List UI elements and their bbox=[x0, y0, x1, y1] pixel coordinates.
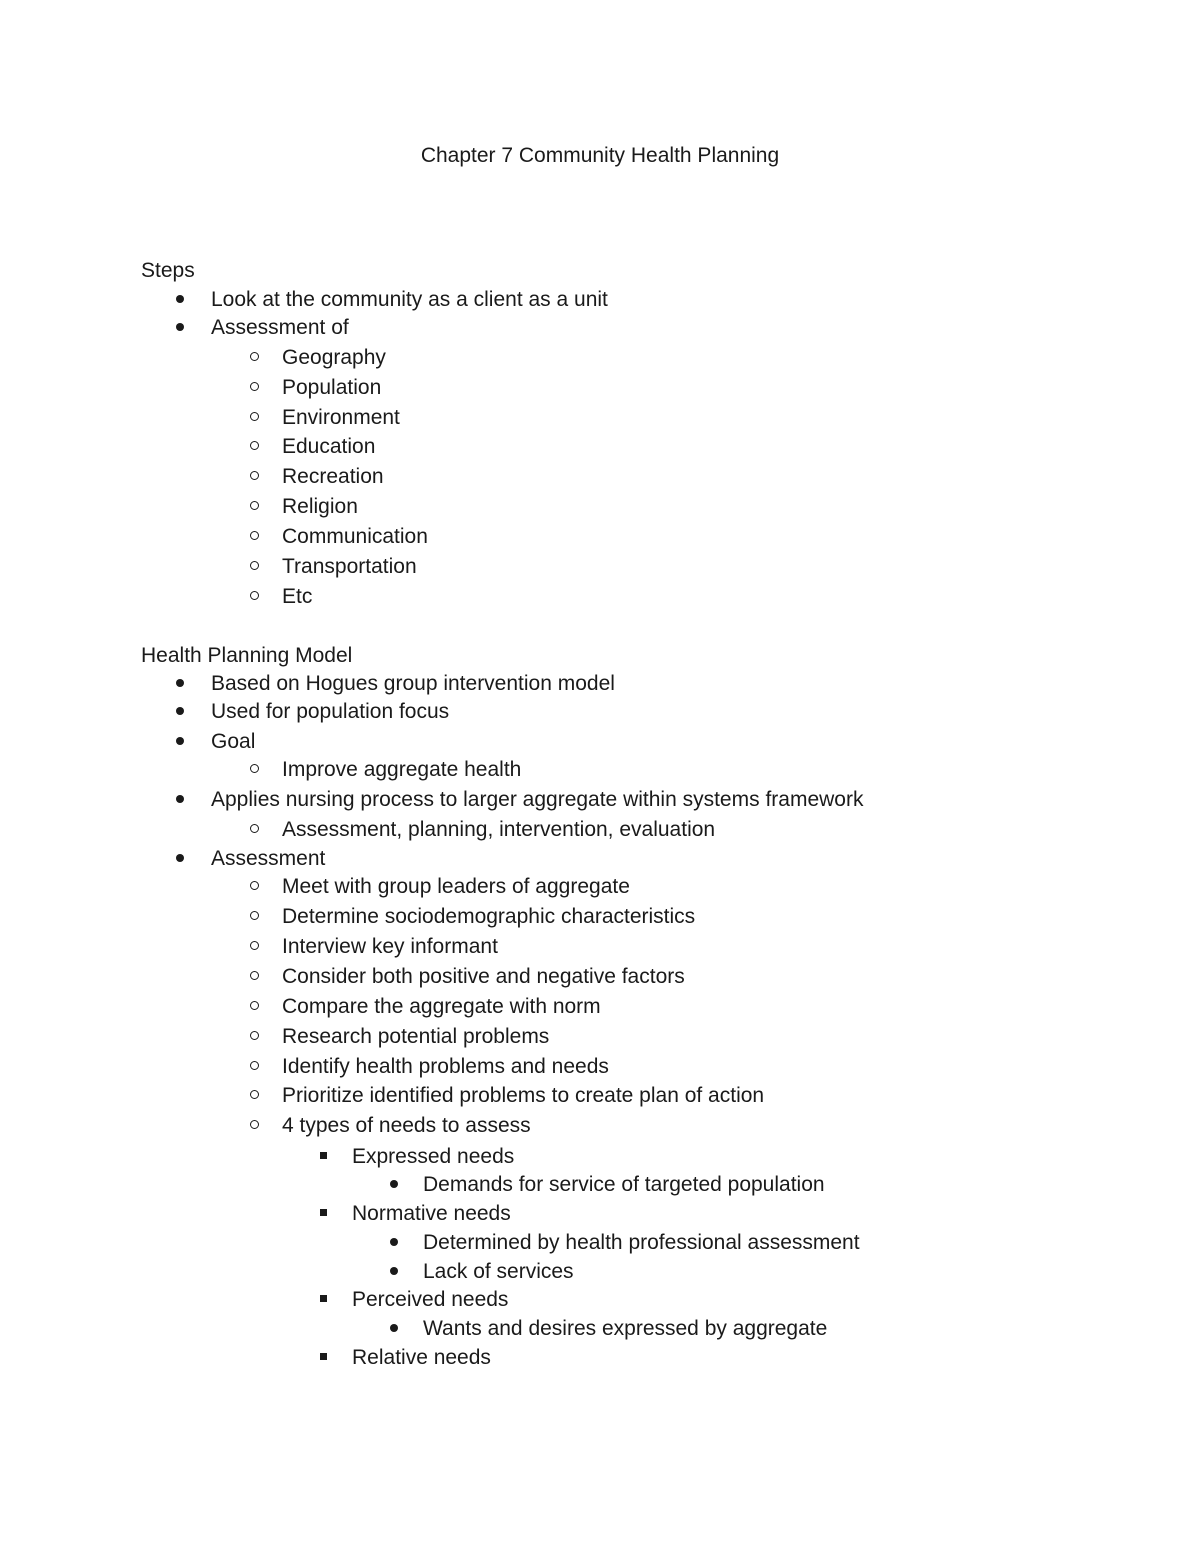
bullet-icon bbox=[390, 1324, 398, 1332]
circle-bullet-icon bbox=[250, 561, 259, 570]
circle-bullet-icon bbox=[250, 412, 259, 421]
bullet-icon bbox=[176, 795, 184, 803]
square-bullet-icon bbox=[320, 1152, 327, 1159]
bullet-icon bbox=[176, 679, 184, 687]
document-page: Chapter 7 Community Health Planning Steps Look at the community as a client as a unit Assessment of Geography Population Environment Education Recreation Religion Communication Transportation Etc Health Planning Model Based on Hogues group intervention model Used for population focus Goal Improve aggregate health Applies nursing process to larger aggregate within systems framework Assessment, planning, intervention, evaluation Assessment Meet with group leaders of aggregate Determine sociodemographic characteristics Interview key informant Consider both positive and negative factors Compare the aggregate with norm Research potential problems Identify health problems and needs Prioritize identified problems to create plan of action 4 types of needs to assess Expressed needs Demands for service of targeted population Normative needs Determined by health professional assessment Lack of services Perceived needs Wants and desires expressed by aggregate Relative needs bbox=[0, 0, 1200, 1553]
bullet-icon bbox=[176, 737, 184, 745]
circle-bullet-icon bbox=[250, 764, 259, 773]
circle-bullet-icon bbox=[250, 824, 259, 833]
circle-bullet-icon bbox=[250, 1061, 259, 1070]
circle-bullet-icon bbox=[250, 941, 259, 950]
square-bullet-icon bbox=[320, 1209, 327, 1216]
bullet-icon bbox=[390, 1238, 398, 1246]
circle-bullet-icon bbox=[250, 471, 259, 480]
circle-bullet-icon bbox=[250, 501, 259, 510]
circle-bullet-icon bbox=[250, 531, 259, 540]
circle-bullet-icon bbox=[250, 591, 259, 600]
circle-bullet-icon bbox=[250, 911, 259, 920]
bullet-icon bbox=[390, 1180, 398, 1188]
document-title: Chapter 7 Community Health Planning bbox=[420, 144, 780, 167]
bullet-icon bbox=[176, 854, 184, 862]
square-bullet-icon bbox=[320, 1295, 327, 1302]
bullet-icon bbox=[176, 295, 184, 303]
bullet-icon bbox=[390, 1267, 398, 1275]
bullet-icon bbox=[176, 323, 184, 331]
circle-bullet-icon bbox=[250, 971, 259, 980]
section-heading-steps: Steps bbox=[141, 259, 195, 282]
circle-bullet-icon bbox=[250, 352, 259, 361]
circle-bullet-icon bbox=[250, 1001, 259, 1010]
circle-bullet-icon bbox=[250, 441, 259, 450]
circle-bullet-icon bbox=[250, 1120, 259, 1129]
circle-bullet-icon bbox=[250, 382, 259, 391]
bullet-icon bbox=[176, 707, 184, 715]
circle-bullet-icon bbox=[250, 1090, 259, 1099]
circle-bullet-icon bbox=[250, 1031, 259, 1040]
section-heading-health-planning-model: Health Planning Model bbox=[141, 644, 353, 667]
circle-bullet-icon bbox=[250, 881, 259, 890]
square-bullet-icon bbox=[320, 1353, 327, 1360]
